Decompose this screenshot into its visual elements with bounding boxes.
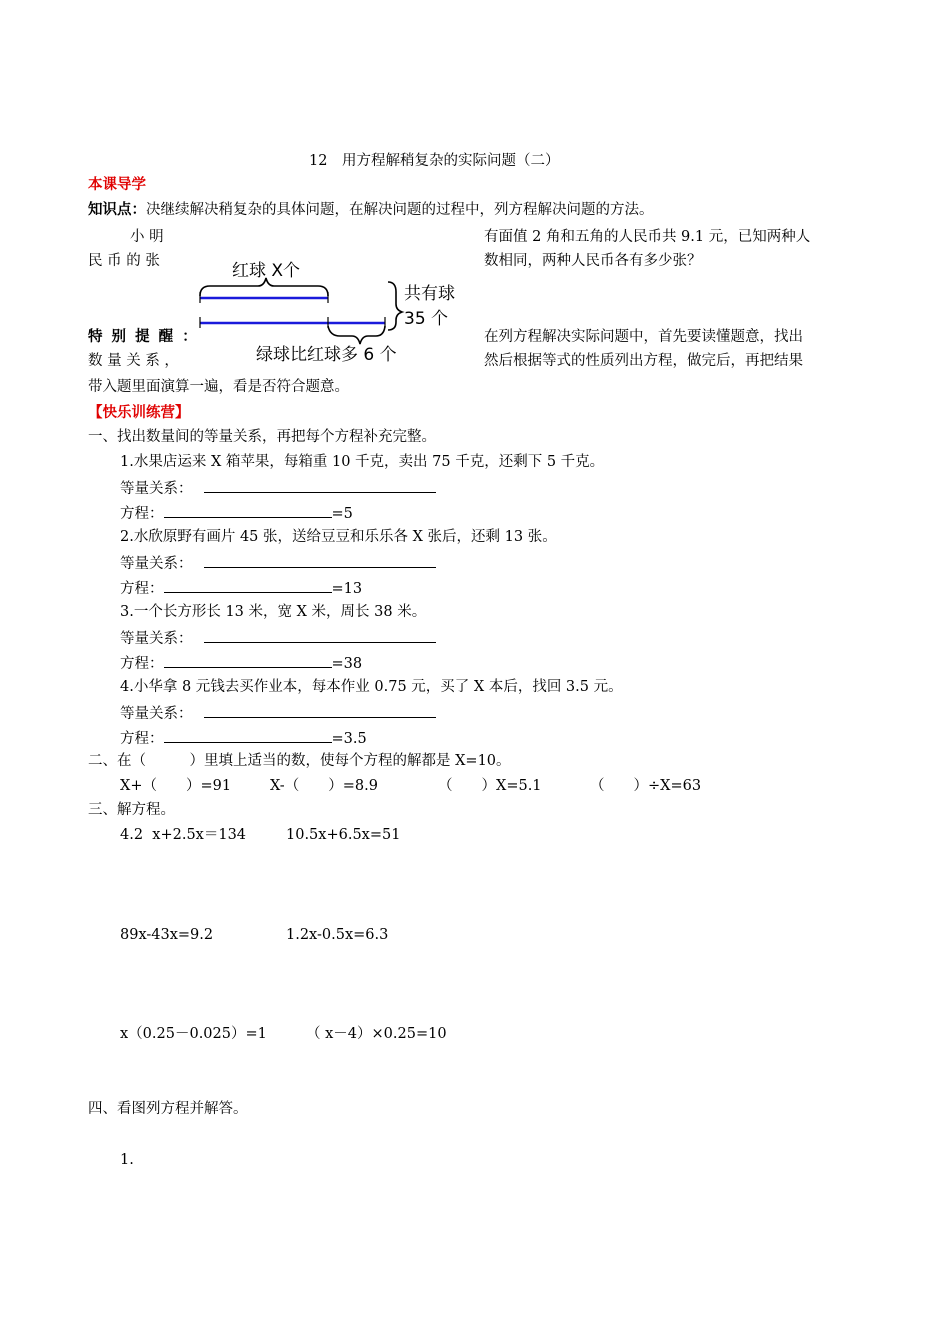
equation-label: 方程： — [120, 581, 164, 597]
relation-blank[interactable] — [204, 553, 436, 568]
tip-right-2: 然后根据等式的性质列出方程，做完后，再把结果 — [484, 353, 803, 369]
knowledge-text: 决继续解决稍复杂的具体问题，在解决问题的过程中，列方程解决问题的方法。 — [146, 202, 654, 218]
equation-1: 4.2 x+2.5x＝134 — [120, 827, 247, 843]
problem-4-text: 4.小华拿 8 元钱去买作业本，每本作业 0.75 元，买了 X 本后，找回 3.5 元。 — [120, 679, 623, 695]
practice-heading: 【快乐训练营】 — [88, 405, 190, 421]
equation-blank[interactable] — [164, 653, 332, 668]
fill-item-3[interactable]: （ ）X=5.1 — [438, 778, 542, 794]
problem-3-text: 3.一个长方形长 13 米，宽 X 米，周长 38 米。 — [120, 604, 427, 620]
example-left-2: 民 币 的 张 — [88, 253, 160, 269]
equation-rhs: =5 — [331, 506, 353, 522]
example-right-2: 数相同，两种人民币各有多少张？ — [484, 253, 702, 269]
problem-4-relation — [120, 703, 436, 723]
tip-right-1: 在列方程解决实际问题中，首先要读懂题意，找出 — [484, 329, 803, 345]
red-ball-label: 红球 X个 — [232, 261, 301, 281]
problem-2-relation — [120, 553, 436, 573]
equation-2: 10.5x+6.5x=51 — [286, 827, 401, 843]
relation-label: 等量关系： — [120, 631, 186, 647]
equation-rhs: =3.5 — [331, 731, 367, 747]
problem-2-text: 2.水欣原野有画片 45 张，送给豆豆和乐乐各 X 张后，还剩 13 张。 — [120, 529, 557, 545]
example-left-1: 小 明 — [130, 229, 164, 245]
tip-left-2: 数 量 关 系 ， — [88, 353, 179, 369]
line-segment-diagram — [190, 252, 480, 367]
page-title: 12 用方程解稍复杂的实际问题（二） — [309, 153, 560, 169]
total-label-1: 共有球 — [404, 284, 455, 304]
section3-heading: 三、解方程。 — [88, 802, 175, 818]
total-label-2: 35 个 — [404, 309, 449, 329]
problem-1-relation — [120, 478, 436, 498]
fill-item-1[interactable]: X+（ ）=91 — [120, 778, 232, 794]
section1-heading: 一、找出数量间的等量关系，再把每个方程补充完整。 — [88, 429, 436, 445]
problem-4-equation — [120, 728, 367, 748]
equation-label: 方程： — [120, 506, 164, 522]
fill-item-4[interactable]: （ ）÷X=63 — [590, 778, 702, 794]
relation-blank[interactable] — [204, 703, 436, 718]
problem-1-equation — [120, 503, 353, 523]
fill-item-2[interactable]: X-（ ）=8.9 — [270, 778, 378, 794]
equation-6: （ x－4）×0.25=10 — [306, 1026, 447, 1042]
equation-blank[interactable] — [164, 503, 332, 518]
example-right-1: 有面值 2 角和五角的人民币共 9.1 元，已知两种人 — [484, 229, 811, 245]
equation-5: x（0.25－0.025）=1 — [120, 1026, 267, 1042]
knowledge-point — [88, 201, 654, 219]
equation-blank[interactable] — [164, 728, 332, 743]
relation-label: 等量关系： — [120, 556, 186, 572]
problem-2-equation — [120, 578, 362, 598]
section2-heading: 二、在（ ）里填上适当的数，使每个方程的解都是 X=10。 — [88, 753, 511, 769]
section4-heading: 四、看图列方程并解答。 — [88, 1101, 248, 1117]
problem-1-text: 1.水果店运来 X 箱苹果，每箱重 10 千克，卖出 75 千克，还剩下 5 千克。 — [120, 454, 605, 470]
equation-3: 89x-43x=9.2 — [120, 927, 214, 943]
knowledge-label: 知识点： — [88, 202, 146, 218]
problem-3-equation — [120, 653, 362, 673]
tip-line-3: 带入题里面演算一遍，看是否符合题意。 — [88, 379, 349, 395]
relation-blank[interactable] — [204, 628, 436, 643]
guide-heading: 本课导学 — [88, 177, 146, 193]
total-brace — [388, 282, 402, 330]
problem-3-relation — [120, 628, 436, 648]
equation-label: 方程： — [120, 656, 164, 672]
equation-4: 1.2x-0.5x=6.3 — [286, 927, 389, 943]
tip-label: 特 别 提 醒 ： — [88, 329, 199, 345]
section4-item-1: 1. — [120, 1152, 134, 1168]
equation-label: 方程： — [120, 731, 164, 747]
relation-label: 等量关系： — [120, 706, 186, 722]
equation-rhs: =38 — [331, 656, 363, 672]
difference-brace — [328, 326, 385, 344]
relation-label: 等量关系： — [120, 481, 186, 497]
equation-blank[interactable] — [164, 578, 332, 593]
equation-rhs: =13 — [331, 581, 363, 597]
green-ball-label: 绿球比红球多 6 个 — [256, 345, 397, 365]
relation-blank[interactable] — [204, 478, 436, 493]
